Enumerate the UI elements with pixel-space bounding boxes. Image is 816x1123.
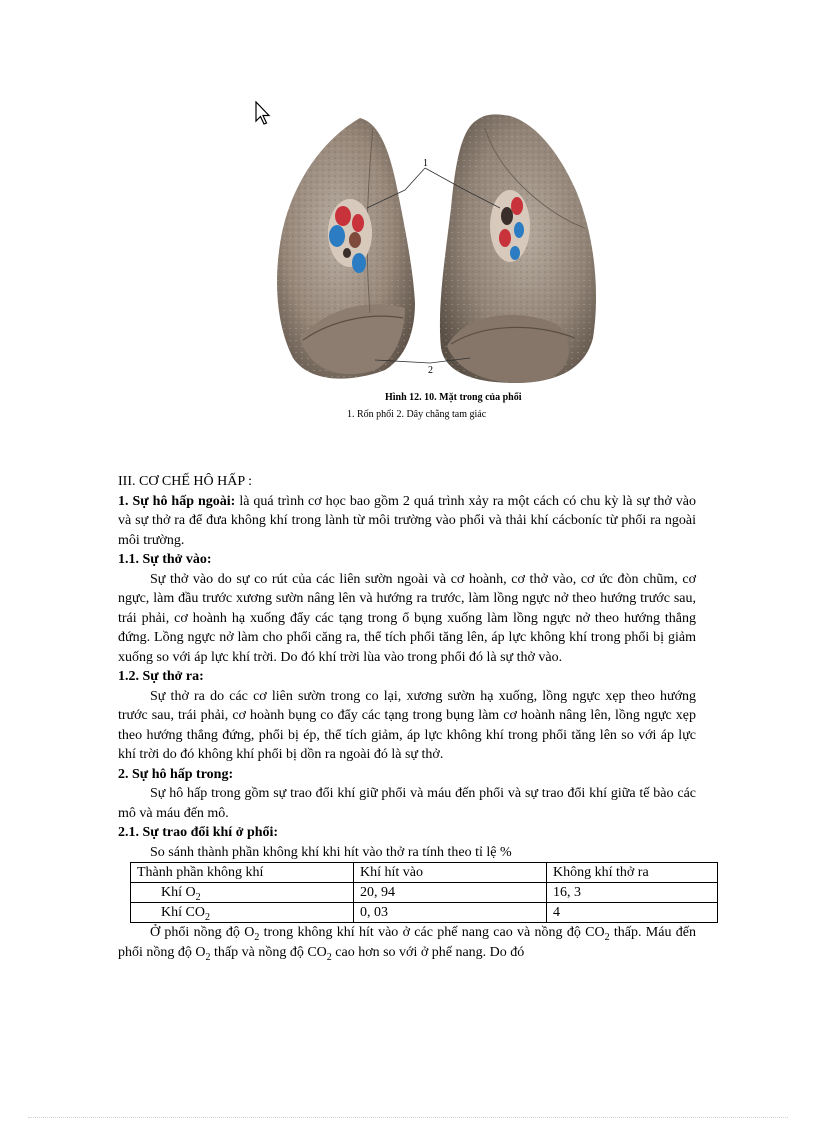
subheading-gas-exchange: 2.1. Sự trao đổi khí ở phổi: [118,825,279,840]
table-cell-exhaled: 16, 3 [547,883,718,903]
table-cell-inhaled: 0, 03 [354,903,547,923]
figure-caption-legend: 1. Rốn phổi 2. Dây chằng tam giác [347,409,487,420]
text-external-respiration: là quá trình cơ học bao gồm 2 quá trình xảy ra một cách có chu kỳ là sự thở vào và sự thở ra để đưa không khí trong lành từ môi trường vào phổi và thải khí cácboníc từ phổi ra ngoài môi trường. [118,493,697,548]
page-bottom-divider [28,1117,788,1118]
air-composition-table [130,862,718,923]
lung-figure [255,108,605,438]
table-header: Không khí thở ra [547,863,718,883]
left-lung [277,118,415,379]
table-cell-gas: Khí $CO_2$ [131,903,354,923]
paragraph-lung-exchange: Ở phổi nồng độ $O_2$ trong không khí hít vào ở các phế nang cao và nồng độ $CO_2$ thấp. Máu đến phổi nồng độ $O_2$ thấp và nồng độ $CO_2$ cao hơn so với ở phế nang. Do đó [118,925,696,963]
section-heading: III. CƠ CHẾ HÔ HẤP : [118,474,253,489]
table-row [131,883,718,903]
callout-2: 2 [428,365,433,376]
table-cell-exhaled: 4 [547,903,718,923]
table-cell-inhaled: 20, 94 [354,883,547,903]
table-header: Khí hít vào [354,863,547,883]
lung-illustration [255,108,605,438]
table-header: Thành phần không khí [131,863,354,883]
right-lung [440,114,596,383]
paragraph-internal-respiration: Sự hô hấp trong gồm sự trao đổi khí giữ phổi và máu đến phổi và sự trao đổi khí giữa tế bào các mô và máu đến mô. [118,786,696,821]
callout-1: 1 [423,158,428,169]
paragraph-external-respiration [118,492,696,551]
table-header-row [131,863,718,883]
figure-caption-title: Hình 12. 10. Mặt trong của phổi [385,392,522,403]
table-row [131,903,718,923]
label-external-respiration: 1. Sự hô hấp ngoài: [118,493,236,509]
document-body [118,472,696,962]
table-intro: So sánh thành phần không khí khi hít vào thở ra tính theo tỉ lệ % [150,844,512,860]
subheading-inhalation: 1.1. Sự thở vào: [118,552,212,567]
paragraph-inhalation: Sự thở vào do sự co rút của các liên sườn ngoài và cơ hoành, cơ thở vào, cơ ức đòn chũm, cơ ngực, làm đầu trước xương sườn nâng lên và hướng ra trước, làm lồng ngực nở theo hướng trước sau, trái phải, cơ hoành hạ xuống đẩy các tạng trong ổ bụng xuống làm lồng ngực nở theo hướng thẳng đứng. Lồng ngực nở làm cho phổi căng ra, thể tích phổi tăng lên, áp lực không khí trong phổi bị giảm xuống so với áp lực khí trời. Do đó khí trời lùa vào trong phổi đó là sự thở vào. [118,571,696,665]
table-cell-gas: Khí $O_2$ [131,883,354,903]
subheading-exhalation: 1.2. Sự thở ra: [118,669,204,684]
paragraph-exhalation: Sự thở ra do các cơ liên sườn trong co lại, xương sườn hạ xuống, lồng ngực xẹp theo hướng trước sau, trái phải, cơ hoành bụng co đẩy các tạng trong bụng làm cơ hoành nâng lên, lồng ngực xẹp theo hướng thẳng đứng, phổi bị ép, thể tích giảm, áp lực không khí trong phổi tăng lên so với áp lực khí trời do đó không khí phổi bị dồn ra ngoài đó là sự thở. [118,688,696,762]
subheading-internal-respiration: 2. Sự hô hấp trong: [118,766,234,782]
